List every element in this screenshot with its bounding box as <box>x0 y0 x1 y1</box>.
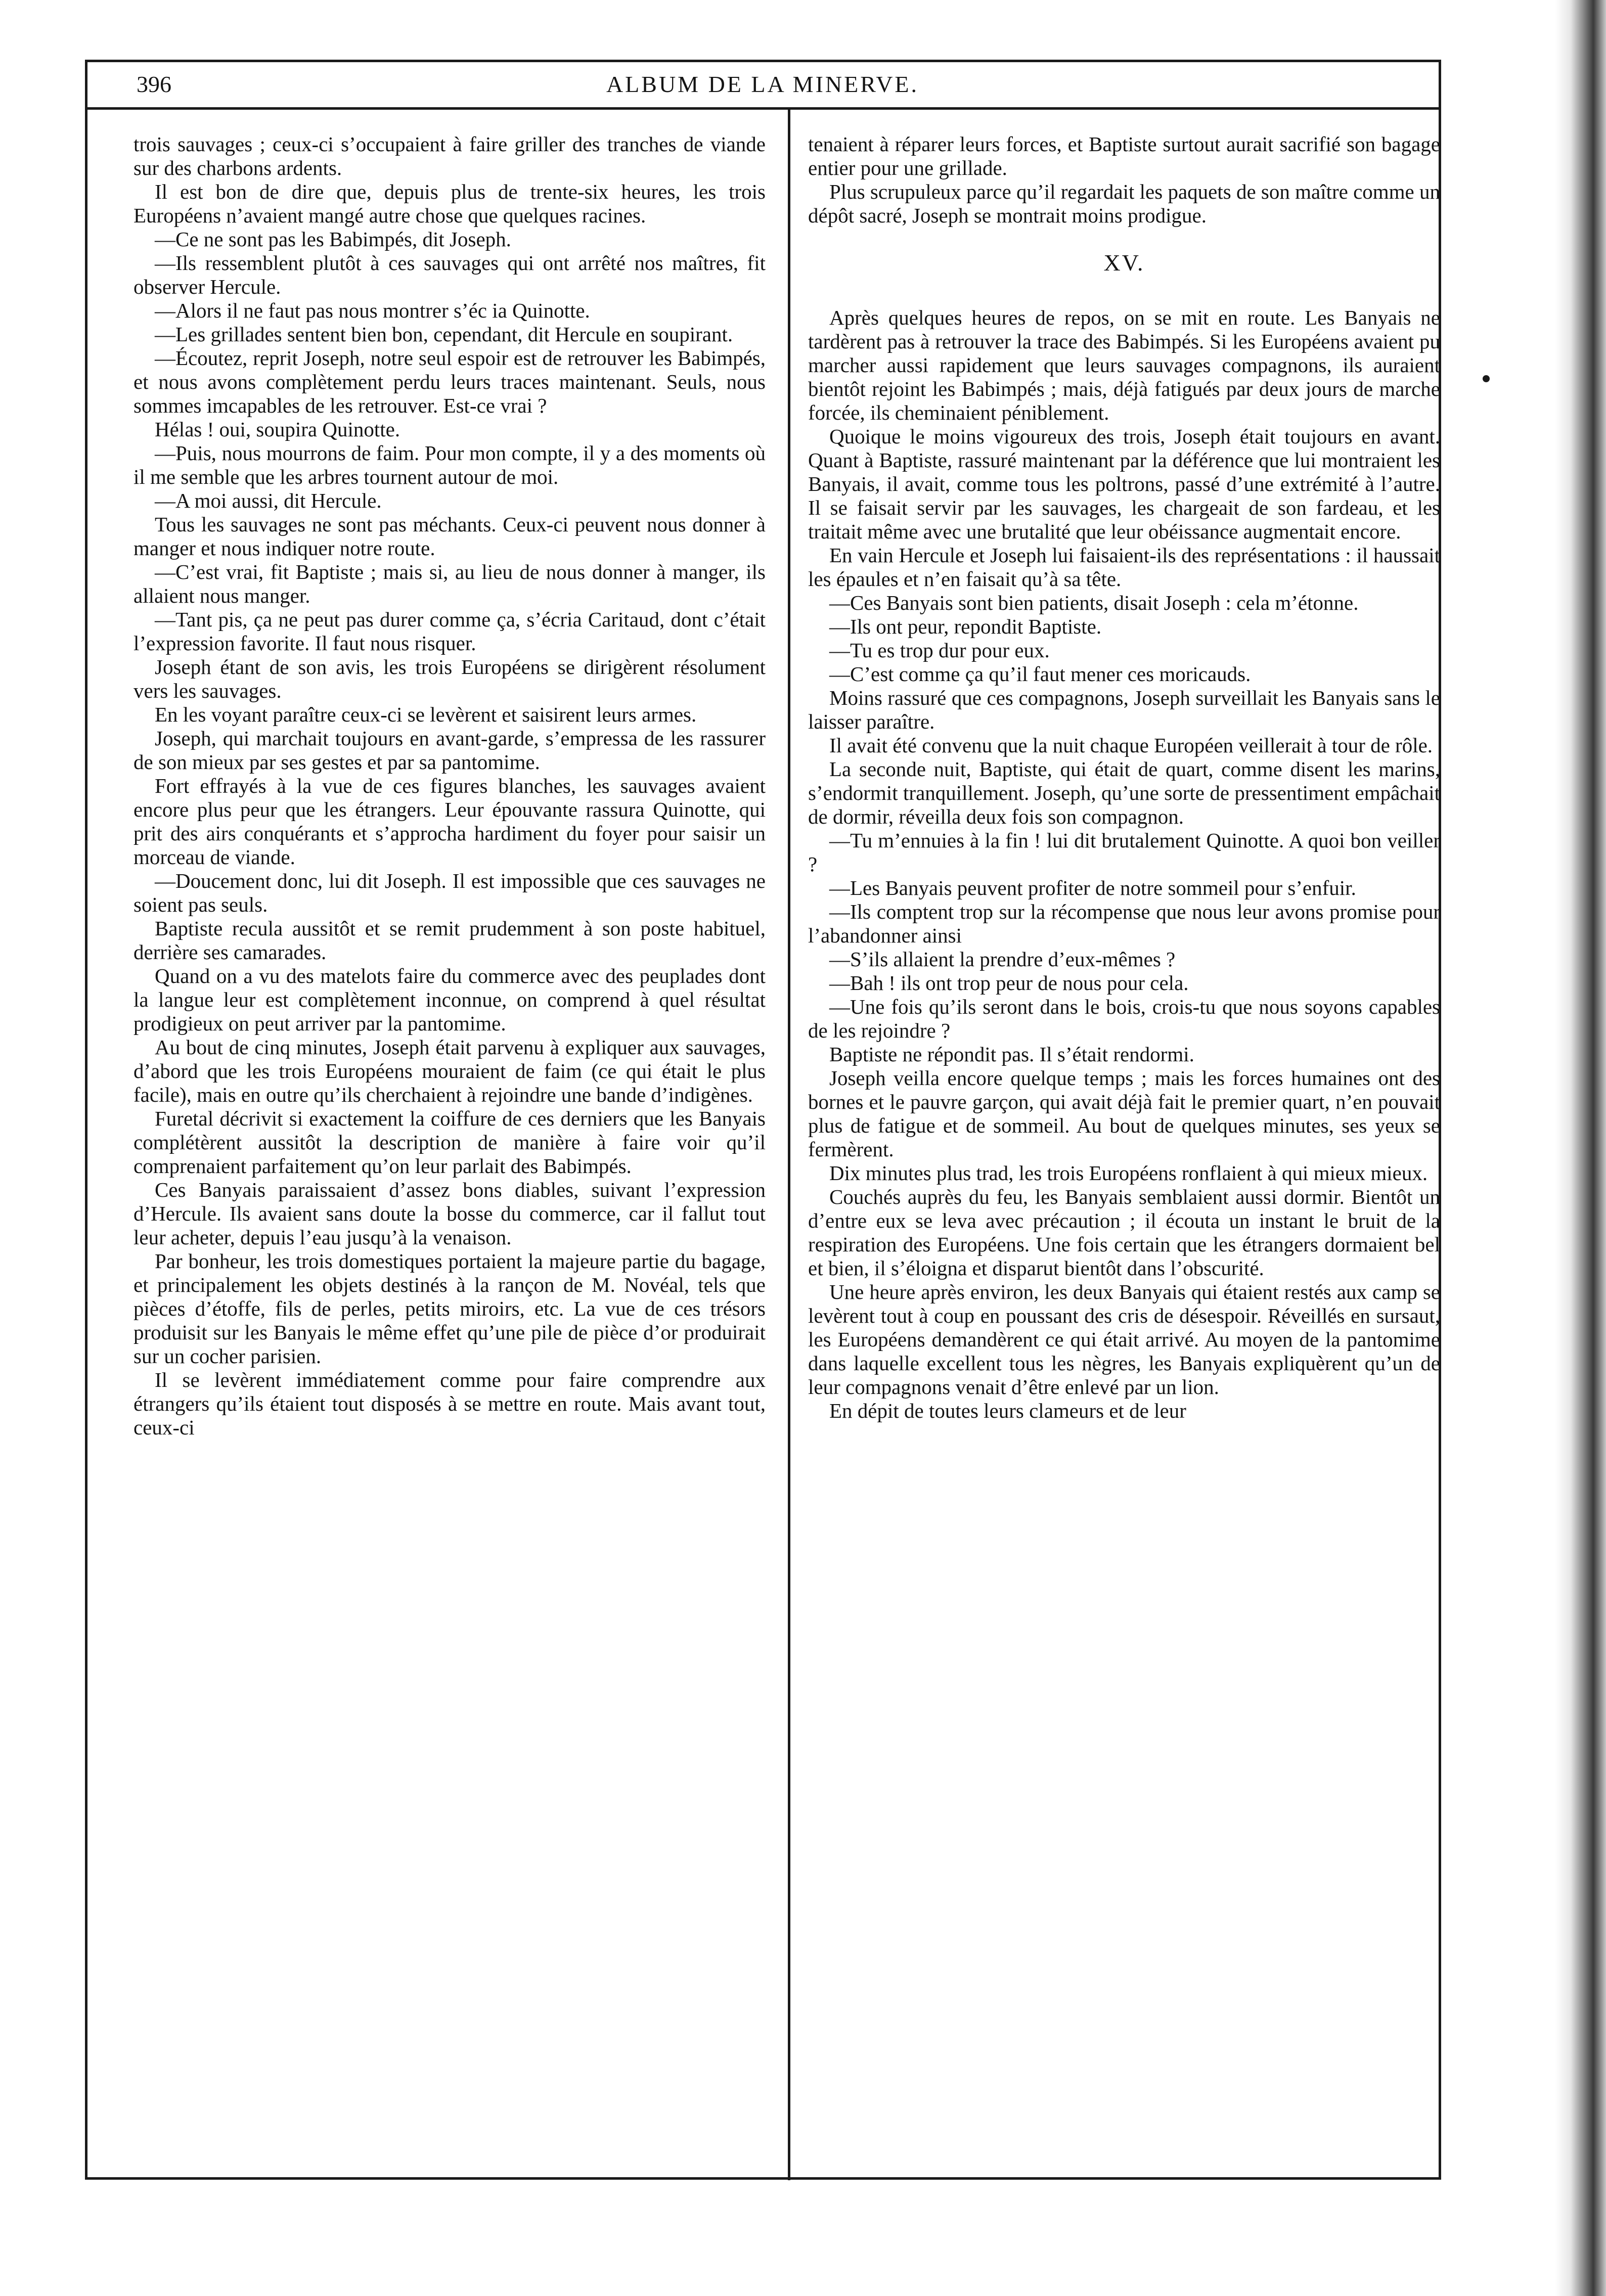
paragraph: tenaient à réparer leurs forces, et Baptiste surtout aurait sacrifié son bagage entier pour une grillade. <box>808 132 1440 179</box>
paragraph: —Écoutez, reprit Joseph, notre seul espoir est de retrouver les Babimpés, et nous avons complètement perdu leurs traces maintenant. Seuls, nous sommes imcapables de les retrouver. Est-ce vrai ? <box>133 346 766 417</box>
paragraph: Moins rassuré que ces compagnons, Joseph surveillait les Banyais sans le laisser paraître. <box>808 686 1440 733</box>
paragraph: —C’est comme ça qu’il faut mener ces moricauds. <box>829 662 1251 686</box>
paragraph: —Puis, nous mourrons de faim. Pour mon compte, il y a des moments où il me semble que les arbres tournent autour de moi. <box>133 441 766 488</box>
paragraph: Une heure après environ, les deux Banyais qui étaient restés aux camp se levèrent tout à coup en poussant des cris de désespoir. Réveillés en sursaut, les Européens demandèrent ce qui était arrivé. Au moyen de la pantomime dans laquelle excellent tous les nègres, les Banyais expliquèrent qu’un de leur compagnons venait d’être enlevé par un lion. <box>808 1280 1440 1399</box>
header-rule <box>85 107 1441 110</box>
paragraph: Fort effrayés à la vue de ces figures blanches, les sauvages avaient encore plus peur que les étrangers. Leur épouvante rassura Quinotte, qui prit des airs conquérants et s’approcha hardiment du foyer pour saisir un morceau de viande. <box>133 774 766 869</box>
paragraph: Joseph veilla encore quelque temps ; mais les forces humaines ont des bornes et le pauvre garçon, qui avait déjà fait le premier quart, n’en pouvait plus de fatigue et de sommeil. Au bout de quelques minutes, ses yeux se fermèrent. <box>808 1066 1440 1161</box>
paragraph: Furetal décrivit si exactement la coiffure de ces derniers que les Banyais complétèrent aussitôt la description de manière à faire voir qu’il comprenaient parfaitement qu’on leur parlait des Babimpés. <box>133 1107 766 1178</box>
paragraph: En vain Hercule et Joseph lui faisaient-ils des représentations : il haussait les épaules et n’en faisait qu’à sa tête. <box>808 544 1440 591</box>
page-edge-scan-shadow <box>1555 0 1606 2296</box>
paragraph: —Ce ne sont pas les Babimpés, dit Joseph. <box>155 228 511 251</box>
paragraph: —Ils ont peur, repondit Baptiste. <box>829 615 1102 638</box>
paragraph: Tous les sauvages ne sont pas méchants. Ceux-ci peuvent nous donner à manger et nous indiquer notre route. <box>133 513 766 560</box>
paragraph: Baptiste recula aussitôt et se remit prudemment à son poste habituel, derrière ses camarades. <box>133 917 766 964</box>
paragraph: Hélas ! oui, soupira Quinotte. <box>155 418 400 441</box>
paragraph: —Doucement donc, lui dit Joseph. Il est impossible que ces sauvages ne soient pas seuls. <box>133 869 766 916</box>
ink-dot <box>1483 375 1490 382</box>
page-header <box>90 67 1435 107</box>
paragraph: —Tu es trop dur pour eux. <box>829 639 1050 662</box>
paragraph: Dix minutes plus trad, les trois Européens ronflaient à qui mieux mieux. <box>829 1161 1428 1185</box>
paragraph: Il avait été convenu que la nuit chaque Européen veillerait à tour de rôle. <box>829 734 1433 757</box>
right-column <box>808 132 1440 1423</box>
running-title: ALBUM DE LA MINERVE. <box>606 71 919 97</box>
paragraph: —Tu m’ennuies à la fin ! lui dit brutalement Quinotte. A quoi bon veiller ? <box>808 829 1440 876</box>
paragraph: Couchés auprès du feu, les Banyais semblaient aussi dormir. Bientôt un d’entre eux se leva avec précaution ; il écouta un instant le bruit de la respiration des Européens. Une fois certain que les étrangers dormaient bel et bien, il s’éloigna et disparut bientôt dans l’obscurité. <box>808 1185 1440 1280</box>
paragraph: Au bout de cinq minutes, Joseph était parvenu à expliquer aux sauvages, d’abord que les trois Européens mouraient de faim (ce qui était le plus facile), mais en outre qu’ils cherchaient à rejoindre une bande d’indigènes. <box>133 1036 766 1106</box>
left-column <box>133 132 766 1439</box>
paragraph: Il se levèrent immédiatement comme pour faire comprendre aux étrangers qu’ils étaient tout disposés à se mettre en route. Mais avant tout, ceux-ci <box>133 1368 766 1439</box>
paragraph: La seconde nuit, Baptiste, qui était de quart, comme disent les marins, s’endormit tranquillement. Joseph, qu’une sorte de pressentiment empâchait de dormir, réveilla deux fois son compagnon. <box>808 757 1440 828</box>
column-divider <box>788 109 790 2180</box>
paragraph: —Bah ! ils ont trop peur de nous pour cela. <box>829 971 1189 995</box>
paragraph: —A moi aussi, dit Hercule. <box>155 489 382 512</box>
paragraph: —C’est vrai, fit Baptiste ; mais si, au lieu de nous donner à manger, ils allaient nous manger. <box>133 560 766 607</box>
paragraph: —Les Banyais peuvent profiter de notre sommeil pour s’enfuir. <box>829 876 1356 899</box>
paragraph: —Alors il ne faut pas nous montrer s’éc ia Quinotte. <box>155 299 590 322</box>
paragraph: —Ils comptent trop sur la récompense que nous leur avons promise pour l’abandonner ainsi <box>808 900 1440 947</box>
paragraph: Ces Banyais paraissaient d’assez bons diables, suivant l’expression d’Hercule. Ils avaient sans doute la bosse du commerce, car il fallut tout leur acheter, depuis l’eau jusqu’à la venaison. <box>133 1178 766 1249</box>
paragraph: Baptiste ne répondit pas. Il s’était rendormi. <box>829 1043 1194 1066</box>
paragraph: Plus scrupuleux parce qu’il regardait les paquets de son maître comme un dépôt sacré, Joseph se montrait moins prodigue. <box>808 180 1440 227</box>
page-number: 396 <box>137 71 171 97</box>
paragraph: —Les grillades sentent bien bon, cependant, dit Hercule en soupirant. <box>155 323 733 346</box>
paragraph: —Une fois qu’ils seront dans le bois, crois-tu que nous soyons capables de les rejoindre ? <box>808 995 1440 1042</box>
paragraph: trois sauvages ; ceux-ci s’occupaient à faire griller des tranches de viande sur des charbons ardents. <box>133 132 766 179</box>
paragraph: Il est bon de dire que, depuis plus de trente-six heures, les trois Européens n’avaient mangé autre chose que quelques racines. <box>133 180 766 227</box>
section-heading: XV. <box>1103 250 1145 276</box>
paragraph: En les voyant paraître ceux-ci se levèrent et saisirent leurs armes. <box>155 703 697 726</box>
paragraph: Joseph étant de son avis, les trois Européens se dirigèrent résolument vers les sauvages. <box>133 655 766 702</box>
paragraph: —Ces Banyais sont bien patients, disait Joseph : cela m’étonne. <box>829 591 1359 614</box>
paragraph: —S’ils allaient la prendre d’eux-mêmes ? <box>829 948 1176 971</box>
paragraph: Par bonheur, les trois domestiques portaient la majeure partie du bagage, et principalement les objets destinés à la rançon de M. Novéal, tels que pièces d’étoffe, fils de perles, petits miroirs, etc. La vue de ces trésors produisit sur les Banyais le même effet qu’une pile de pièce d’or produirait sur un cocher parisien. <box>133 1249 766 1368</box>
paragraph: —Tant pis, ça ne peut pas durer comme ça, s’écria Caritaud, dont c’était l’expression favorite. Il faut nous risquer. <box>133 608 766 655</box>
paragraph: Joseph, qui marchait toujours en avant-garde, s’empressa de les rassurer de son mieux par ses gestes et par sa pantomime. <box>133 727 766 774</box>
paragraph: Après quelques heures de repos, on se mit en route. Les Banyais ne tardèrent pas à retrouver la trace des Babimpés. Si les Européens avaient pu marcher aussi rapidement que leurs sauvages compagnons, ils auraient bientôt rejoint les Babimpés ; mais, déjà fatigués par deux jours de marche forcée, ils cheminaient péniblement. <box>808 306 1440 424</box>
paragraph: Quoique le moins vigoureux des trois, Joseph était toujours en avant. Quant à Baptiste, rassuré maintenant par la déférence que lui montraient les Banyais, il avait, comme tous les poltrons, passé d’une extrémité à l’autre. Il se faisait servir par les sauvages, les chargeait de son fardeau, et les traitait même avec une brutalité que leur obéissance augmentait encore. <box>808 425 1440 543</box>
paragraph: Quand on a vu des matelots faire du commerce avec des peuplades dont la langue leur est complètement inconnue, on comprend à quel résultat prodigieux on peut arriver par la pantomime. <box>133 964 766 1035</box>
paragraph: En dépit de toutes leurs clameurs et de leur <box>829 1399 1186 1422</box>
paragraph: —Ils ressemblent plutôt à ces sauvages qui ont arrêté nos maîtres, fit observer Hercule. <box>133 251 766 298</box>
